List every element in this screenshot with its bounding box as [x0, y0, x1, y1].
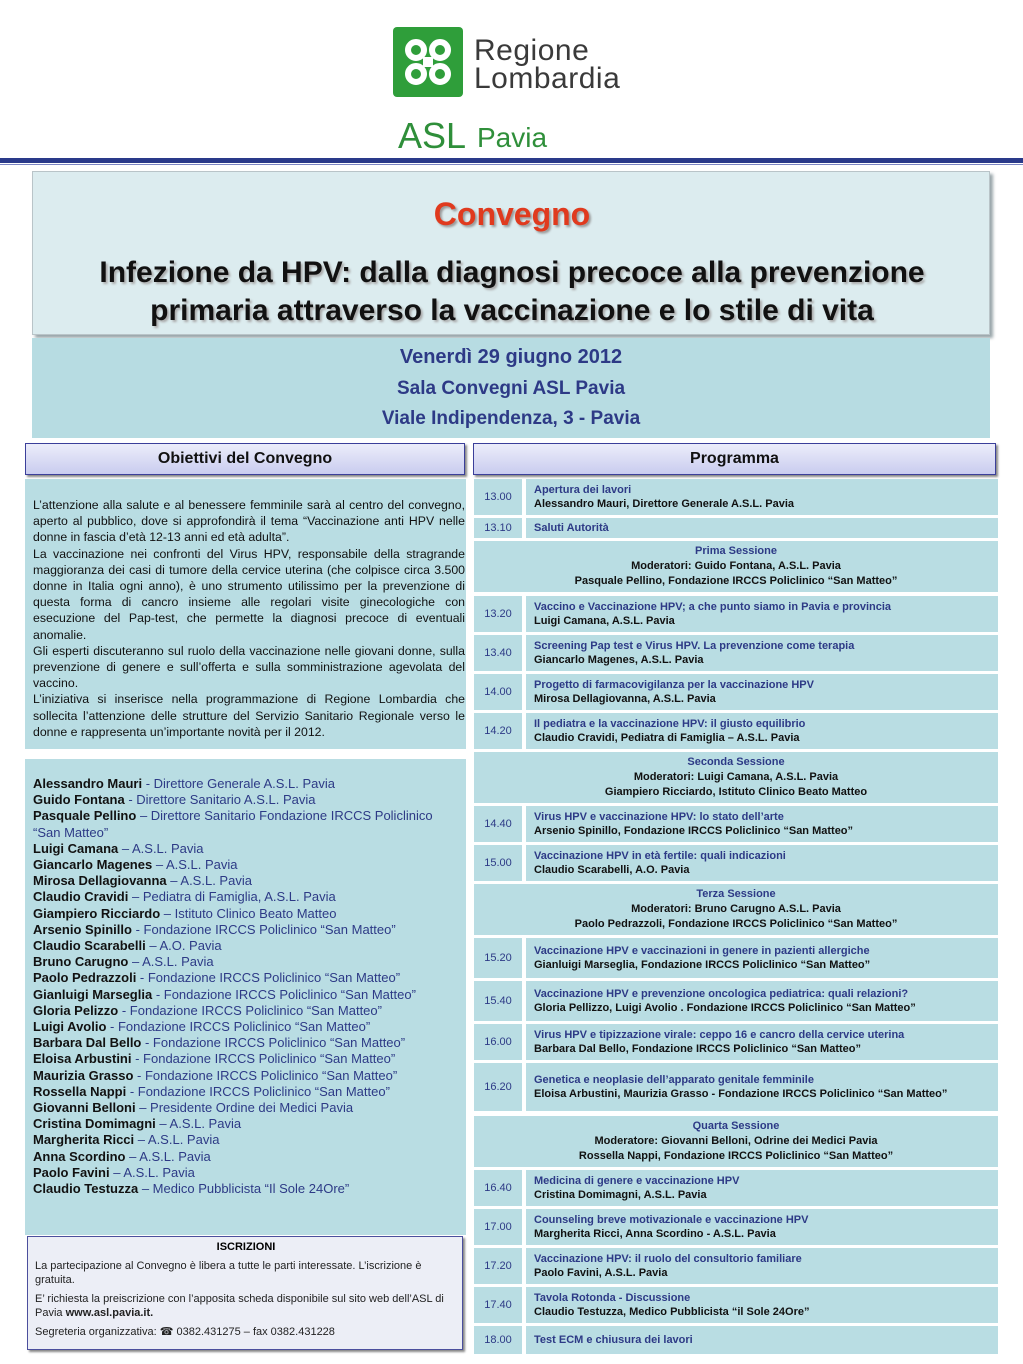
- program-item-speakers: Arsenio Spinillo, Fondazione IRCCS Policlinico “San Matteo”: [534, 825, 854, 837]
- speaker-name: Mirosa Dellagiovanna: [33, 873, 167, 889]
- speaker-role: – A.S.L. Pavia: [109, 1164, 195, 1180]
- speaker-name: Giovanni Belloni: [33, 1100, 136, 1116]
- speaker-name: Luigi Avolio: [33, 1019, 107, 1035]
- program-item-title: Test ECM e chiusura dei lavori: [534, 1333, 693, 1346]
- speaker-item: [33, 1084, 463, 1100]
- program-time: 16.40: [474, 1170, 522, 1206]
- speaker-name: Arsenio Spinillo: [33, 921, 132, 937]
- program-time: 13.40: [474, 635, 522, 671]
- objectives-paragraph: L’attenzione alla salute e al benessere femminile sarà al centro del convegno, aperto al pubblico, dove si approfondirà il tema “Vaccinazione anti HPV nelle donne in fascia d’età 12-13 anni ed età adulta”.: [33, 498, 465, 545]
- session-moderator: Rossella Nappi, Fondazione IRCCS Policlinico “San Matteo”: [578, 1149, 894, 1162]
- speaker-name: Claudio Scarabelli: [33, 938, 146, 954]
- program-item-speakers: Cristina Domimagni, A.S.L. Pavia: [534, 1189, 707, 1201]
- speaker-name: Paolo Pedrazzoli: [33, 970, 137, 986]
- speaker-role: - Direttore Generale A.S.L. Pavia: [142, 776, 336, 791]
- logo-city: Pavia: [477, 122, 548, 153]
- program-item: [526, 518, 998, 538]
- program-time: 13.10: [474, 518, 522, 538]
- speaker-name: Claudio Testuzza: [33, 1181, 139, 1197]
- logo-region-line2: Lombardia: [474, 62, 621, 95]
- speaker-item: [33, 857, 463, 873]
- program-item: [526, 806, 998, 842]
- event-venue: Sala Convegni ASL Pavia: [396, 378, 626, 399]
- program-item-title: Vaccino e Vaccinazione HPV; a che punto siamo in Pavia e provincia: [534, 600, 892, 613]
- speaker-role: – Presidente Ordine dei Medici Pavia: [135, 1100, 354, 1116]
- speaker-role: – A.S.L. Pavia: [152, 857, 238, 873]
- objectives-panel: [25, 479, 466, 749]
- session-title: Quarta Sessione: [692, 1120, 780, 1133]
- speaker-item: [33, 1165, 463, 1181]
- program-item: [526, 938, 998, 978]
- speaker-name: Giancarlo Magenes: [33, 857, 153, 873]
- speaker-name: Barbara Dal Bello: [33, 1035, 142, 1051]
- program-item-title: Genetica e neoplasie dell’apparato genitale femminile: [534, 1073, 814, 1086]
- speaker-name: Alessandro Mauri: [33, 776, 143, 791]
- program-time: 15.20: [474, 938, 522, 978]
- program-item-speakers: Barbara Dal Bello, Fondazione IRCCS Policlinico “San Matteo”: [534, 1043, 861, 1055]
- session-title: Terza Sessione: [696, 888, 776, 901]
- speaker-item: [33, 1035, 463, 1051]
- program-item: [526, 1287, 998, 1323]
- session-moderator: Moderatori: Guido Fontana, A.S.L. Pavia: [631, 560, 841, 573]
- program-time: 14.20: [474, 713, 522, 749]
- speaker-name: Gianluigi Marseglia: [33, 986, 153, 1002]
- registration-info: La partecipazione al Convegno è libera a tutte le parti interessate. L’iscrizione è gratuita.: [35, 1260, 422, 1286]
- speaker-role: – A.S.L. Pavia: [125, 1148, 211, 1164]
- speaker-role: – Medico Pubblicista “Il Sole 24Ore”: [138, 1181, 350, 1197]
- session-moderator: Giampiero Ricciardo, Istituto Clinico Beato Matteo: [604, 785, 868, 798]
- header-divider: [0, 158, 1023, 163]
- program-item-title: Medicina di genere e vaccinazione HPV: [534, 1174, 740, 1187]
- program-item-speakers: Claudio Testuzza, Medico Pubblicista “il Sole 24Ore”: [534, 1306, 810, 1318]
- page-title: Convegno: [433, 196, 591, 232]
- program-time: 17.00: [474, 1209, 522, 1245]
- program-item-title: Screening Pap test e Virus HPV. La prevenzione come terapia: [534, 639, 855, 652]
- speaker-item: [33, 841, 463, 857]
- speaker-role: – Istituto Clinico Beato Matteo: [160, 905, 337, 921]
- speaker-item: [33, 1068, 463, 1084]
- speaker-name: Giampiero Ricciardo: [33, 905, 161, 921]
- objectives-header: Obiettivi del Convegno: [25, 443, 465, 475]
- session-moderator: Pasquale Pellino, Fondazione IRCCS Policlinico “San Matteo”: [574, 574, 898, 587]
- header-divider-thin: [0, 164, 1023, 165]
- speaker-name: Maurizia Grasso: [33, 1067, 134, 1083]
- program-time: 13.00: [474, 479, 522, 515]
- program-item-title: Virus HPV e tipizzazione virale: ceppo 16 e cancro della cervice uterina: [534, 1028, 905, 1041]
- objectives-paragraph: L’iniziativa si inserisce nella programmazione di Regione Lombardia che sollecita l’attenzione delle strutture del Servizio Sanitario Regionale verso le donne e rappresenta un’importante novità per il 2012.: [33, 692, 465, 739]
- speaker-name: Anna Scordino: [33, 1148, 126, 1164]
- program-item: [526, 596, 998, 632]
- speaker-item: [33, 808, 463, 840]
- program-time: 14.40: [474, 806, 522, 842]
- program-time: 13.20: [474, 596, 522, 632]
- speaker-item: [33, 1003, 463, 1019]
- registration-preregistration-text: E’ richiesta la preiscrizione con l’apposita scheda disponibile sul sito web dell’ASL di Pavia: [35, 1293, 444, 1319]
- program-time: 17.20: [474, 1248, 522, 1284]
- speaker-role: - Fondazione IRCCS Policlinico “San Matteo”: [126, 1083, 390, 1099]
- program-item: [526, 1326, 998, 1354]
- asl-pavia-logo: [392, 24, 642, 156]
- registration-panel: [27, 1236, 463, 1350]
- program-item: [526, 1170, 998, 1206]
- program-item: [526, 1248, 998, 1284]
- speaker-item: [33, 792, 463, 808]
- program-session: [474, 752, 998, 803]
- registration-title: ISCRIZIONI: [216, 1241, 276, 1253]
- program-session: [474, 884, 998, 935]
- speaker-item: [33, 906, 463, 922]
- page-subtitle: Infezione da HPV: dalla diagnosi precoce alla prevenzione primaria attraverso la vaccinazione e lo stile di vita: [99, 256, 925, 327]
- speakers-panel: [25, 759, 466, 1235]
- speaker-name: Cristina Domimagni: [33, 1116, 156, 1132]
- speakers-list: [33, 776, 463, 1197]
- program-item-speakers: Claudio Scarabelli, A.O. Pavia: [534, 864, 690, 876]
- program-item-speakers: Eloisa Arbustini, Maurizia Grasso - Fondazione IRCCS Policlinico “San Matteo”: [534, 1088, 948, 1100]
- session-moderator: Moderatore: Giovanni Belloni, Odrine dei Medici Pavia: [594, 1135, 878, 1148]
- speaker-item: [33, 987, 463, 1003]
- speaker-role: – A.S.L. Pavia: [166, 873, 252, 889]
- speaker-item: [33, 938, 463, 954]
- program-item-title: Vaccinazione HPV in età fertile: quali indicazioni: [534, 849, 786, 862]
- program-time: 16.00: [474, 1024, 522, 1060]
- speaker-item: [33, 776, 463, 792]
- logo-region-line1: Regione: [474, 34, 590, 67]
- program-item: [526, 479, 998, 515]
- speaker-name: Margherita Ricci: [33, 1132, 135, 1148]
- program-item-speakers: Margherita Ricci, Anna Scordino - A.S.L. Pavia: [534, 1228, 776, 1240]
- program-item: [526, 1209, 998, 1245]
- speaker-name: Guido Fontana: [33, 792, 125, 808]
- speaker-role: - Fondazione IRCCS Policlinico “San Matteo”: [106, 1019, 371, 1035]
- program-item-title: Vaccinazione HPV: il ruolo del consultorio familiare: [534, 1252, 802, 1265]
- speaker-name: Paolo Favini: [33, 1164, 110, 1180]
- event-address: Viale Indipendenza, 3 - Pavia: [381, 408, 641, 429]
- speaker-role: - Fondazione IRCCS Policlinico “San Matteo”: [118, 1002, 382, 1018]
- registration-contacts: Segreteria organizzativa: ☎ 0382.431275 – fax 0382.431228: [35, 1326, 335, 1338]
- website-link[interactable]: www.asl.pavia.it.: [65, 1307, 154, 1319]
- objectives-paragraph: Gli esperti discuteranno sul ruolo della vaccinazione nelle giovani donne, sulla prevenzione di genere e sull’offerta e sulla somministrazione agevolata del vaccino.: [33, 643, 465, 691]
- speaker-item: [33, 889, 463, 905]
- program-item-title: Vaccinazione HPV e vaccinazioni in genere in pazienti allergiche: [534, 944, 870, 957]
- speaker-name: Luigi Camana: [33, 840, 119, 856]
- regione-lombardia-emblem-icon: [393, 27, 463, 97]
- program-item: [526, 635, 998, 671]
- speaker-item: [33, 954, 463, 970]
- registration-preregistration: [35, 1292, 455, 1320]
- speaker-role: - Fondazione IRCCS Policlinico “San Matteo”: [152, 986, 416, 1002]
- speaker-name: Rossella Nappi: [33, 1083, 127, 1099]
- program-item-title: Saluti Autorità: [534, 521, 609, 534]
- speaker-item: [33, 1181, 463, 1197]
- program-item: [526, 845, 998, 881]
- program-item: [526, 713, 998, 749]
- program-item: [526, 674, 998, 710]
- speaker-item: [33, 922, 463, 938]
- program-item: [526, 1063, 998, 1111]
- speaker-item: [33, 1100, 463, 1116]
- program-time: 15.40: [474, 981, 522, 1021]
- speaker-role: - Fondazione IRCCS Policlinico “San Matteo”: [133, 1067, 398, 1083]
- session-moderator: Paolo Pedrazzoli, Fondazione IRCCS Policlinico “San Matteo”: [574, 917, 898, 930]
- program-time: 17.40: [474, 1287, 522, 1323]
- program-item-speakers: Giancarlo Magenes, A.S.L. Pavia: [534, 654, 704, 666]
- speaker-role: – A.S.L. Pavia: [134, 1132, 220, 1148]
- speaker-name: Pasquale Pellino: [33, 808, 137, 824]
- session-title: Prima Sessione: [695, 545, 777, 558]
- program-session: [474, 541, 998, 592]
- session-moderator: Moderatori: Luigi Camana, A.S.L. Pavia: [633, 771, 839, 784]
- speaker-role: - Fondazione IRCCS Policlinico “San Matteo”: [131, 1051, 396, 1067]
- speaker-item: [33, 1116, 463, 1132]
- program-item-speakers: Gloria Pellizzo, Luigi Avolio . Fondazione IRCCS Policlinico “San Matteo”: [534, 1002, 916, 1014]
- program-item-title: Vaccinazione HPV e prevenzione oncologica pediatrica: quali relazioni?: [534, 987, 909, 1000]
- speaker-name: Bruno Carugno: [33, 954, 129, 970]
- speaker-item: [33, 1019, 463, 1035]
- speaker-name: Claudio Cravidi: [33, 889, 129, 905]
- session-moderator: Moderatori: Bruno Carugno A.S.L. Pavia: [631, 903, 841, 916]
- program-item-title: Il pediatra e la vaccinazione HPV: il giusto equilibrio: [534, 717, 806, 730]
- speaker-name: Gloria Pelizzo: [33, 1002, 119, 1018]
- event-info: [32, 338, 990, 438]
- speaker-role: – Pediatra di Famiglia, A.S.L. Pavia: [128, 889, 336, 905]
- title-banner: [32, 171, 990, 335]
- program-item-speakers: Mirosa Dellagiovanna, A.S.L. Pavia: [534, 693, 716, 705]
- program-item: [526, 1024, 998, 1060]
- program-item-speakers: Alessandro Mauri, Direttore Generale A.S.L. Pavia: [534, 498, 795, 510]
- speaker-role: - Fondazione IRCCS Policlinico “San Matteo”: [136, 970, 401, 986]
- program-header: Programma: [473, 443, 996, 475]
- program-item-speakers: Paolo Favini, A.S.L. Pavia: [534, 1267, 668, 1279]
- speaker-role: - Direttore Sanitario A.S.L. Pavia: [124, 792, 316, 808]
- speaker-role: – A.O. Pavia: [145, 938, 222, 954]
- logo-asl: ASL: [398, 115, 467, 156]
- program-item-title: Tavola Rotonda - Discussione: [534, 1291, 691, 1304]
- program-item: [526, 981, 998, 1021]
- program-time: 15.00: [474, 845, 522, 881]
- program-session: [474, 1116, 998, 1167]
- objectives-text: [33, 497, 465, 740]
- objectives-paragraph: La vaccinazione nei confronti del Virus HPV, responsabile della stragrande maggioranza dei casi di tumore della cervice uterina (che colpisce circa 3.500 donne in Italia ogni anno), è uno strumento utilissimo per la prevenzione di questa forma di cancro insieme alle regolari visite ginecologiche con esecuzione del Pap-test, che permette la diagnosi precoce di eventuali anomalie.: [33, 546, 465, 642]
- program-item-title: Apertura dei lavori: [534, 483, 632, 496]
- speaker-item: [33, 970, 463, 986]
- event-date: Venerdì 29 giugno 2012: [399, 346, 623, 368]
- program-time: 16.20: [474, 1063, 522, 1111]
- program-item-speakers: Gianluigi Marseglia, Fondazione IRCCS Policlinico “San Matteo”: [534, 959, 871, 971]
- speaker-item: [33, 873, 463, 889]
- program-time: 14.00: [474, 674, 522, 710]
- program-item-speakers: Luigi Camana, A.S.L. Pavia: [534, 615, 675, 627]
- speaker-item: [33, 1149, 463, 1165]
- program-item-title: Counseling breve motivazionale e vaccinazione HPV: [534, 1213, 809, 1226]
- program-time: 18.00: [474, 1326, 522, 1354]
- speaker-role: – A.S.L. Pavia: [155, 1116, 242, 1132]
- program-item-speakers: Claudio Cravidi, Pediatra di Famiglia – A.S.L. Pavia: [534, 732, 800, 744]
- program-item-title: Progetto di farmacovigilanza per la vaccinazione HPV: [534, 678, 814, 691]
- speaker-name: Eloisa Arbustini: [33, 1051, 132, 1067]
- speaker-role: – Direttore Sanitario Fondazione IRCCS Policlinico “San Matteo”: [33, 808, 433, 840]
- speaker-item: [33, 1132, 463, 1148]
- program-item-title: Virus HPV e vaccinazione HPV: lo stato dell’arte: [534, 810, 784, 823]
- speaker-role: - Fondazione IRCCS Policlinico “San Matteo”: [131, 921, 396, 937]
- speaker-role: – A.S.L. Pavia: [128, 954, 214, 970]
- speaker-item: [33, 1051, 463, 1067]
- speaker-role: - Fondazione IRCCS Policlinico “San Matteo”: [141, 1035, 406, 1051]
- speaker-role: – A.S.L. Pavia: [118, 840, 204, 856]
- session-title: Seconda Sessione: [687, 756, 785, 769]
